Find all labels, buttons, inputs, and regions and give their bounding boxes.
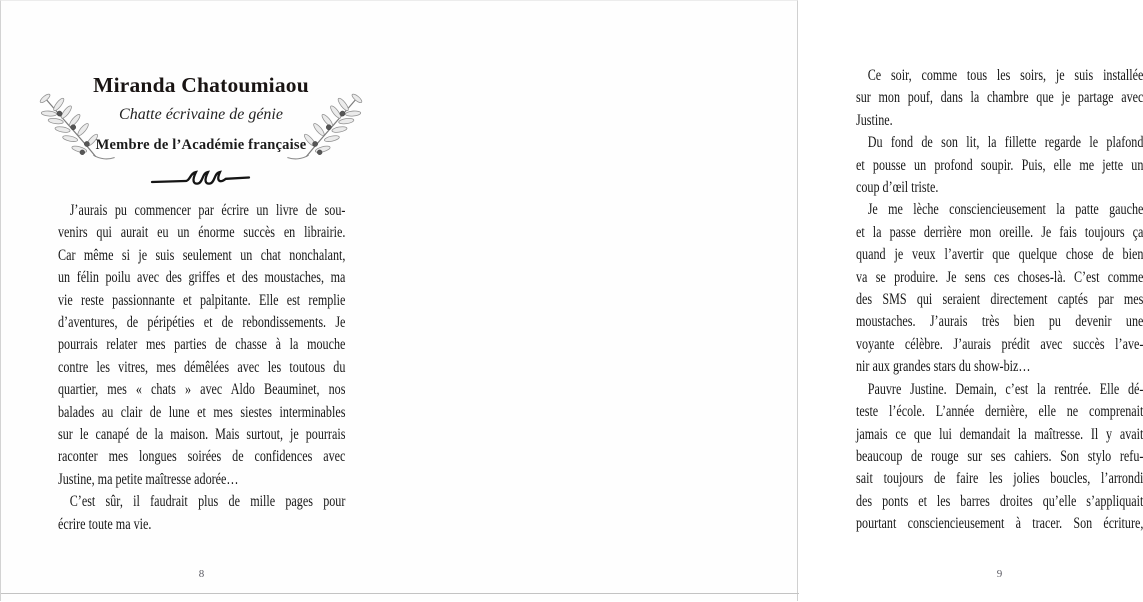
text-line: teste l’école. L’année dernière, elle ne comprenait bbox=[856, 403, 1143, 421]
text-line: Je me lèche consciencieusement la patte gauche bbox=[867, 201, 1143, 219]
text-line: balades au clair de lune et mes siestes interminables bbox=[58, 403, 346, 421]
text-line: Du fond de son lit, la fillette regarde le plafond bbox=[867, 134, 1143, 152]
text-line: sur mon pouf, dans la chambre que je partage avec bbox=[856, 89, 1143, 107]
text-line: Pauvre Justine. Demain, c’est la rentrée. Elle dé- bbox=[867, 380, 1143, 398]
text-line: raconter mes longues soirées de confidences avec bbox=[58, 448, 346, 466]
text-line: jamais ce que lui demandait la maîtresse. Il y avait bbox=[856, 425, 1143, 443]
author-subtitle: Chatte écrivaine de génie bbox=[119, 106, 283, 123]
text-line: et pousse un profond soupir. Puis, elle me jette un bbox=[856, 156, 1143, 174]
text-line: moustaches. J’aurais très bien pu devenir une bbox=[856, 313, 1143, 331]
text-line: d’aventures, de péripéties et de rebondissements. Je bbox=[58, 314, 346, 332]
text-line: et la passe derrière mon oreille. Je fais toujours ça bbox=[856, 223, 1143, 241]
page-number-left: 8 bbox=[198, 568, 205, 580]
text-line: Justine, ma petite maîtresse adorée… bbox=[58, 470, 239, 488]
left-page-text bbox=[58, 200, 345, 536]
text-line: écrire toute ma vie. bbox=[58, 515, 152, 533]
page-number-right: 9 bbox=[996, 568, 1003, 580]
text-line: pourrais relater mes parties de chasse à la mouche bbox=[58, 336, 346, 354]
rope-twist-divider-icon bbox=[150, 168, 252, 192]
text-line: va se produire. Je sens ces choses-là. C’est comme bbox=[856, 268, 1143, 286]
text-line: vie reste passionnante et palpitante. Elle est remplie bbox=[58, 291, 346, 309]
text-line: beaucoup de rouge sur ses cahiers. Son stylo refu- bbox=[856, 447, 1143, 465]
text-line: Ce soir, comme tous les soirs, je suis installée bbox=[867, 67, 1143, 84]
text-line: sait toujours de faire les jolies boucles, l’arrondi bbox=[856, 470, 1143, 488]
bottom-rule bbox=[1, 593, 799, 594]
text-line: des ponts et les barres droites qu’elle s’appliquait bbox=[856, 492, 1143, 510]
text-line: sur le canapé de la maison. Mais surtout, je pourrais bbox=[58, 426, 346, 444]
author-name: Miranda Chatoumiaou bbox=[93, 73, 309, 97]
page-right bbox=[400, 1, 1143, 602]
text-line: J’aurais pu commencer par écrire un livre de sou- bbox=[69, 202, 346, 219]
text-line: contre les vitres, mes démêlées avec les toutous du bbox=[58, 358, 346, 376]
text-line: pourtant consciencieusement à tracer. Son écriture, bbox=[856, 515, 1143, 533]
page-left bbox=[1, 1, 400, 602]
right-page-text bbox=[856, 65, 1143, 536]
text-line: un félin poilu avec des griffes et des moustaches, ma bbox=[58, 269, 346, 287]
text-line: coup d’œil triste. bbox=[856, 179, 939, 197]
text-line: nir aux grandes stars du show-biz… bbox=[856, 358, 1031, 376]
text-line: quartier, mes « chats » avec Aldo Beauminet, nos bbox=[58, 381, 346, 399]
text-line: Justine. bbox=[856, 111, 893, 129]
text-line: quand je veux l’avertir que quelque chose de bien bbox=[856, 246, 1143, 264]
text-line: C’est sûr, il faudrait plus de mille pages pour bbox=[69, 493, 346, 511]
text-line: venirs qui aurait eu un énorme succès en librairie. bbox=[58, 224, 346, 242]
text-line: des SMS qui seraient directement captés par mes bbox=[856, 291, 1143, 309]
author-affiliation: Membre de l’Académie française bbox=[95, 137, 307, 153]
text-line: Car même si je suis seulement un chat nonchalant, bbox=[58, 246, 346, 264]
text-line: voyante célèbre. J’aurais prédit avec succès l’ave- bbox=[856, 335, 1143, 353]
